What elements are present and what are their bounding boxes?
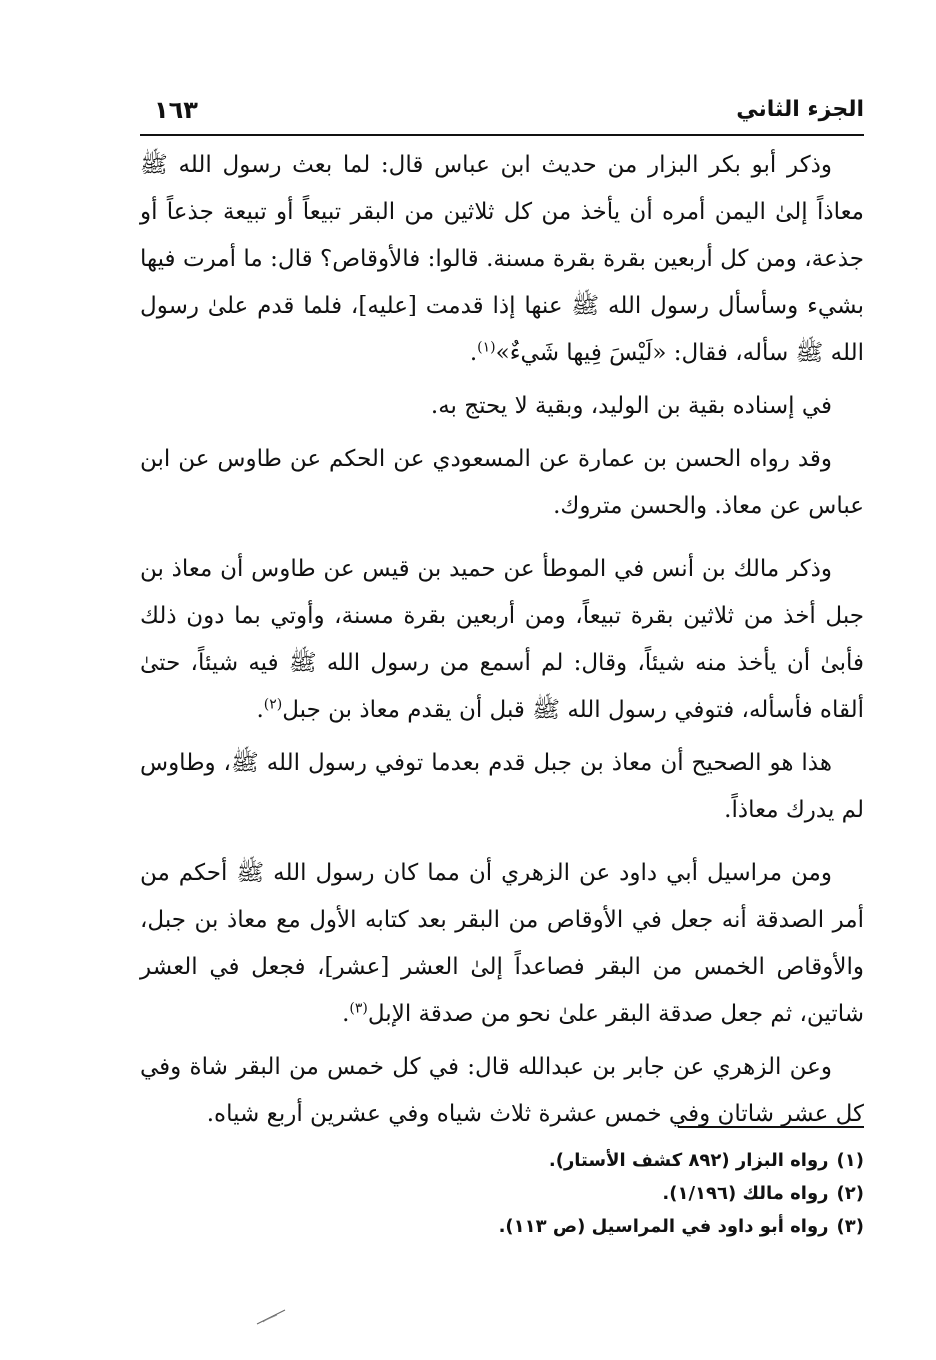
paragraph-sahih-note: هذا هو الصحيح أن معاذ بن جبل قدم بعدما توفي رسول الله ﷺ، وطاوس لم يدرك معاذاً. [140, 750, 864, 823]
footnote-2 [164, 1177, 864, 1210]
scan-smudge-mark [255, 1306, 289, 1328]
footnote-1 [164, 1144, 864, 1177]
footnote-text: رواه أبو داود في المراسيل (ص ١١٣). [498, 1216, 829, 1237]
footnotes [164, 1144, 864, 1243]
footnote-text: رواه البزار (٨٩٢ كشف الأستار). [548, 1150, 829, 1171]
footnote-rule [678, 1126, 864, 1128]
footnote-mark: (٣) [836, 1216, 864, 1237]
footnote-ref-1[interactable]: (١) [477, 339, 496, 356]
footnote-ref-2[interactable]: (٢) [263, 696, 283, 713]
paragraph-malik-narration: وذكر مالك بن أنس في الموطأ عن حميد بن قيس عن طاوس أن معاذ بن جبل أخذ من ثلاثين بقرة تبيعاً، ومن أربعين بقرة مسنة، وأوتي بما دون ذلك فأبىٰ أن يأخذ منه شيئاً، وقال: لم أسمع من رسول الله ﷺ فيه شيئاً، حتىٰ ألقاه فأسأله، فتوفي رسول الله ﷺ قبل أن يقدم معاذ بن جبل$^{(٢)}$. [140, 556, 864, 723]
paragraph-hasan-narration: وقد رواه الحسن بن عمارة عن المسعودي عن الحكم عن طاوس عن ابن عباس عن معاذ. والحسن متروك. [140, 446, 864, 519]
footnote-mark: (١) [836, 1150, 864, 1171]
footnote-mark: (٢) [836, 1183, 864, 1204]
paragraph-bazzar-hadith: وذكر أبو بكر البزار من حديث ابن عباس قال: لما بعث رسول الله ﷺ معاذاً إلىٰ اليمن أمره أن يأخذ من كل ثلاثين من البقر تبيعاً أو تبيعة جذعاً أو جذعة، ومن كل أربعين بقرة بقرة مسنة. قالوا: فالأوقاص؟ قال: ما أمرت فيها بشيء وسأسأل رسول الله ﷺ عنها إذا قدمت [عليه]، فلما قدم علىٰ رسول الله ﷺ سأله، فقال: «لَيْسَ فِيها شَيءٌ»$^{(١)}$. [140, 152, 864, 366]
page-number: ١٦٣ [154, 96, 198, 124]
paragraph-abu-dawud-marasil: ومن مراسيل أبي داود عن الزهري أن مما كان رسول الله ﷺ أحكم من أمر الصدقة أنه جعل في الأوقاص من البقر بعد كتابه الأول مع معاذ بن جبل، والأوقاص الخمس من البقر فصاعداً إلىٰ العشر [عشر]، فجعل في العشر شاتين، ثم جعل صدقة البقر علىٰ نحو من صدقة الإبل$^{(٣)}$. [140, 860, 864, 1027]
footnote-ref-3[interactable]: (٣) [349, 1000, 368, 1017]
paragraph-zuhri-jabir: وعن الزهري عن جابر بن عبدالله قال: في كل خمس من البقر شاة وفي كل عشر شاتان وفي خمس عشرة ثلاث شياه وفي عشرين أربع شياه. [140, 1054, 864, 1127]
main-text [140, 142, 864, 1144]
running-title: الجزء الثاني [736, 97, 864, 122]
footnote-3 [164, 1210, 864, 1243]
header-rule [140, 134, 864, 136]
page-header [140, 92, 864, 132]
footnote-text: رواه مالك (١/١٩٦). [662, 1183, 829, 1204]
paragraph-isnad-note: في إسناده بقية بن الوليد، وبقية لا يحتج به. [430, 393, 832, 419]
